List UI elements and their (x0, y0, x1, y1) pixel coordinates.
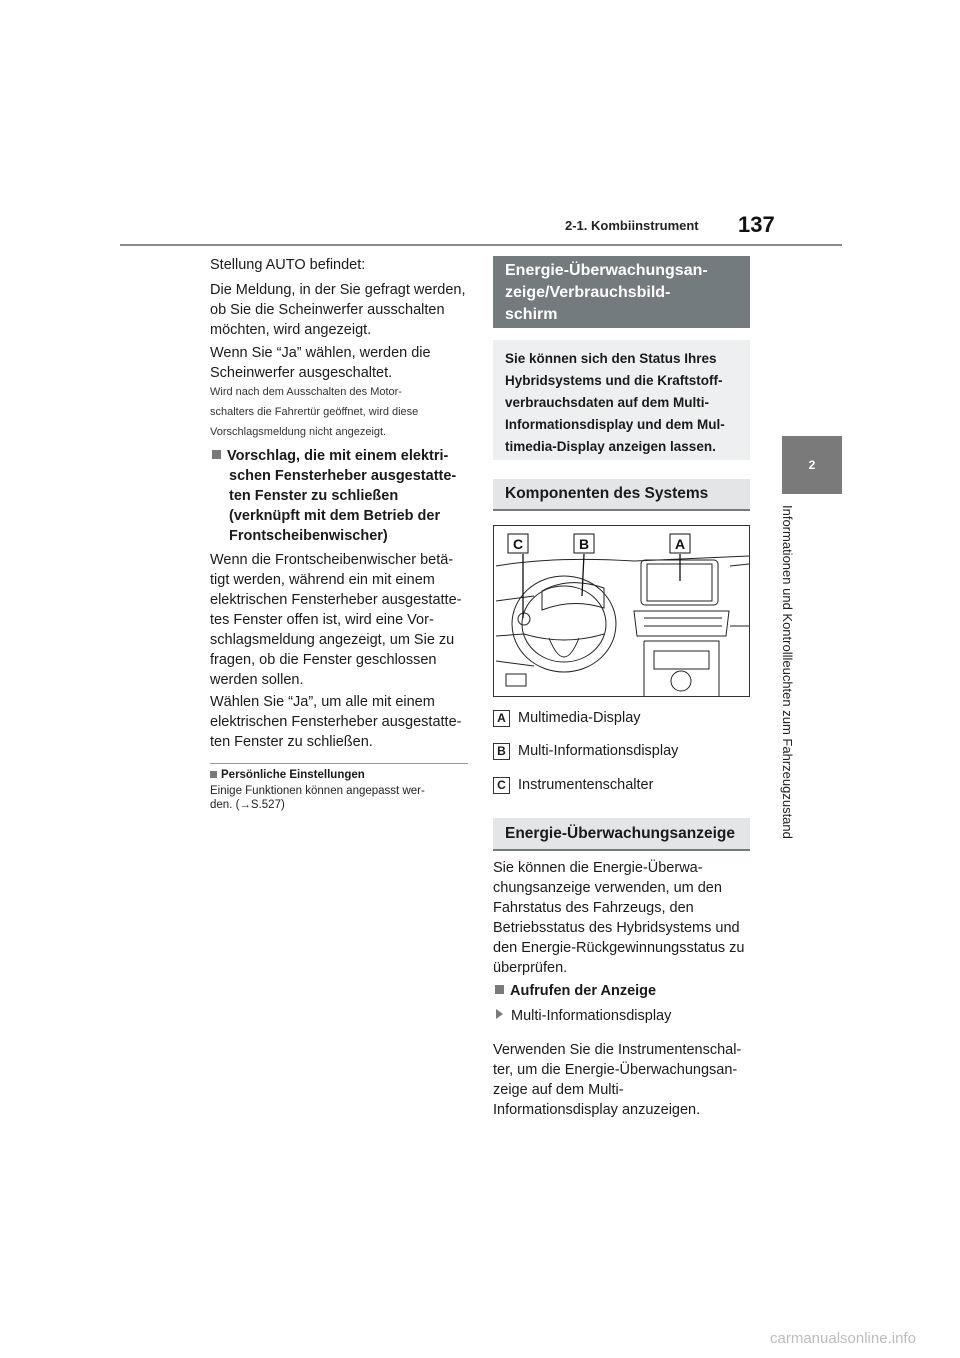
text-line: ter, um die Energie-Überwachungsan- (493, 1062, 738, 1078)
text-line: timedia-Display anzeigen lassen. (505, 439, 716, 454)
note-divider (210, 763, 468, 764)
component-item-c (493, 775, 653, 795)
right-paragraph-1 (493, 858, 744, 978)
text-line: Fahrstatus des Fahrzeugs, den (493, 900, 694, 916)
text-line: Frontscheibenwischer) (229, 528, 388, 544)
text-line: Wird nach dem Ausschalten des Motor- (210, 386, 402, 398)
text-line: verbrauchsdaten auf dem Multi- (505, 395, 710, 410)
dashboard-figure (493, 525, 750, 697)
text-line: zeige auf dem Multi- (493, 1082, 624, 1098)
text-line: schirm (505, 306, 558, 323)
text-line: den Energie-Rückgewinnungsstatus zu (493, 940, 745, 956)
note-title (210, 767, 365, 783)
section-header: 2-1. Kombiinstrument (565, 218, 699, 233)
section-heading-energy-monitor (493, 256, 750, 328)
text-line: Informationsdisplay und dem Mul- (505, 417, 725, 432)
left-paragraph-1: Stellung AUTO befindet: (210, 257, 366, 273)
left-paragraph-4 (210, 550, 461, 690)
text-line: Hybridsystems und die Kraftstoff- (505, 373, 723, 388)
chapter-title (780, 505, 807, 855)
component-item-a (493, 708, 641, 728)
page-number: 137 (738, 212, 775, 237)
label-box-icon: C (493, 777, 510, 794)
bullet-text: Multi-Informationsdisplay (511, 1008, 672, 1024)
heading-text: Energie-Überwachungsanzeige (505, 824, 735, 842)
chapter-title-text: Informationen und Kontrollleuchten zum Fahrzeugzustand (780, 505, 795, 839)
text-line: Wählen Sie “Ja”, um alle mit einem (210, 694, 435, 710)
watermark: carmanualsonline.info (770, 1330, 916, 1347)
component-label: Multimedia-Display (518, 710, 641, 726)
text-line: Sie können die Energie-Überwa- (493, 860, 703, 876)
text-line: Die Meldung, in der Sie gefragt werden, (210, 282, 466, 298)
text-line: werden sollen. (210, 672, 304, 688)
left-paragraph-2 (210, 280, 466, 340)
text-line: Vorschlagsmeldung nicht angezeigt. (210, 426, 387, 438)
text-line: Informationsdisplay anzuzeigen. (493, 1102, 701, 1118)
text-line: fragen, ob die Fenster geschlossen (210, 652, 437, 668)
text-line: chungsanzeige verwenden, um den (493, 880, 722, 896)
text-line: möchten, wird angezeigt. (210, 322, 372, 338)
component-label: Multi-Informationsdisplay (518, 743, 679, 759)
text-line: tigt werden, während ein mit einem (210, 572, 435, 588)
figure-label-b: B (578, 536, 590, 552)
text-line: überprüfen. (493, 960, 568, 976)
square-bullet-icon (495, 985, 504, 994)
square-bullet-icon (210, 771, 217, 778)
component-item-b (493, 741, 678, 761)
text-line: elektrischen Fensterheber ausgestatte- (210, 592, 462, 608)
dashboard-illustration (494, 526, 749, 696)
text-line: Wenn die Frontscheibenwischer betä- (210, 552, 454, 568)
text-line: schen Fensterheber ausgestatte- (229, 468, 457, 484)
triangle-bullet-icon (496, 1009, 503, 1019)
chapter-tab (782, 436, 842, 494)
header-rule (120, 244, 842, 246)
note-text (210, 784, 425, 812)
text-line: Sie können sich den Status Ihres (505, 351, 717, 366)
text-line: Verwenden Sie die Instrumentenschal- (493, 1042, 742, 1058)
section-heading-components (493, 479, 750, 511)
right-paragraph-2 (493, 1040, 741, 1120)
text-line: (verknüpft mit dem Betrieb der (229, 508, 441, 524)
label-box-icon: B (493, 743, 510, 760)
square-bullet-icon (212, 450, 221, 459)
text-line: den. (→S.527) (210, 799, 285, 811)
text-line: ob Sie die Scheinwerfer ausschalten (210, 302, 445, 318)
note-title-text: Persönliche Einstellungen (221, 769, 365, 781)
text-line: schlagsmeldung angezeigt, um Sie zu (210, 632, 455, 648)
text-line: Betriebsstatus des Hybridsystems und (493, 920, 740, 936)
text-line: Scheinwerfer ausgeschaltet. (210, 365, 393, 381)
right-bullet (496, 1006, 671, 1026)
label-box-icon: A (493, 710, 510, 727)
text-line: zeige/Verbrauchsbild- (505, 284, 671, 301)
text-line: tes Fenster offen ist, wird eine Vor- (210, 612, 434, 628)
chapter-number: 2 (808, 458, 816, 472)
text-line: Energie-Überwachungsan- (505, 262, 708, 279)
left-paragraph-5 (210, 692, 461, 752)
text-line: Wenn Sie “Ja” wählen, werden die (210, 345, 431, 361)
text-line: ten Fenster zu schließen. (210, 734, 373, 750)
figure-label-c: C (512, 536, 524, 552)
section-heading-energy-display (493, 818, 750, 851)
intro-box (493, 340, 750, 460)
left-small-note (210, 382, 418, 442)
text-line: schalters die Fahrertür geöffnet, wird diese (210, 406, 419, 418)
heading-text: Komponenten des Systems (505, 485, 709, 502)
text-line: Einige Funktionen können angepasst wer- (210, 785, 425, 797)
left-subheading (212, 446, 456, 546)
text-line: ten Fenster zu schließen (229, 488, 399, 504)
right-subheading (495, 981, 656, 1001)
left-paragraph-3 (210, 343, 431, 383)
text-line: elektrischen Fensterheber ausgestatte- (210, 714, 462, 730)
subheading-text: Aufrufen der Anzeige (510, 983, 657, 999)
component-label: Instrumentenschalter (518, 777, 654, 793)
figure-label-a: A (674, 536, 686, 552)
text-line: Vorschlag, die mit einem elektri- (227, 448, 449, 464)
